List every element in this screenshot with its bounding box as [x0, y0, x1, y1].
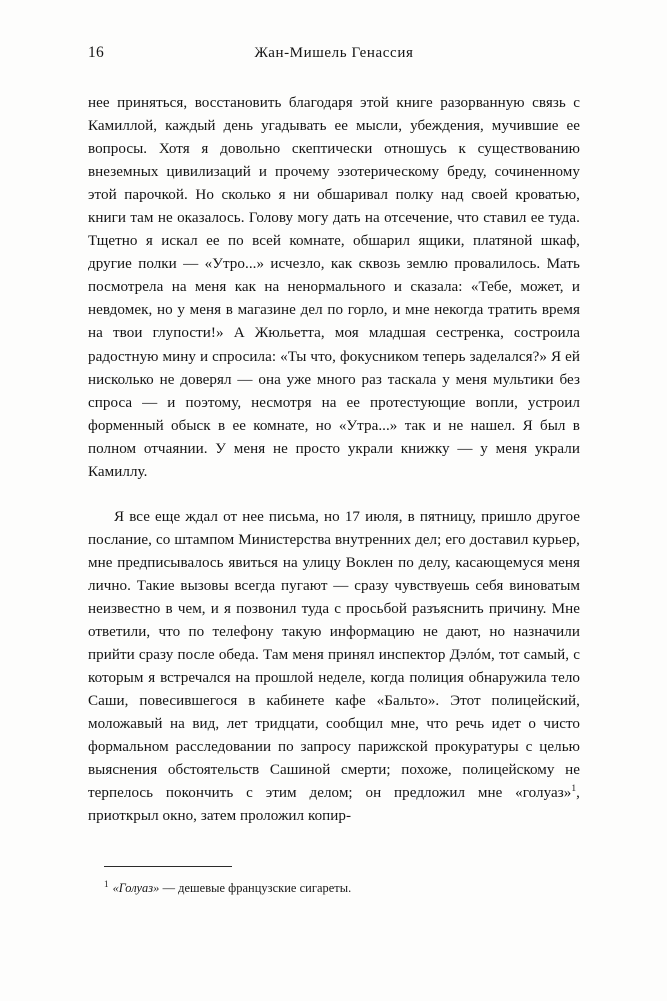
paragraph-2	[88, 506, 580, 829]
running-title: Жан-Мишель Генассия	[254, 45, 414, 61]
paragraph-1: нее приняться, восстановить благодаря этой книге разорванную связь с Камиллой, каждый день угадывать ее мысли, убеждения, мучившие ее вопросы. Хотя я довольно скептически отношусь к существованию внеземных цивилизаций и прочему эзотерическому бреду, сочиненному этой парочкой. Но сколько я ни обшаривал полку над своей кроватью, книги там не оказалось. Голову могу дать на отсечение, что ставил ее туда. Тщетно я искал ее по всей комнате, обшарил ящики, платяной шкаф, другие полки — «Утро...» исчезло, как сквозь землю провалилось. Мать посмотрела на меня как на ненормального и сказала: «Тебе, может, и невдомек, но у меня в магазине дел по горло, и мне некогда тратить время на твои глупости!» А Жюльетта, моя младшая сестренка, состроила радостную мину и спросила: «Ты что, фокусником теперь заделался?» Я ей нисколько не доверял — она уже много раз таскала у меня мультики без спроса — и поэтому, несмотря на ее протестующие вопли, устроил форменный обыск в ее комнате, но «Утра...» так и не нашел. Я был в полном отчаянии. У меня не просто украли книжку — у меня украли Камиллу.	[88, 95, 580, 480]
footnote-area	[88, 866, 580, 896]
page-number: 16	[88, 44, 105, 61]
body-text	[88, 92, 580, 828]
page-header	[88, 44, 580, 66]
footnote-term: «Голуаз»	[112, 881, 160, 896]
footnote-text: — дешевые французские сигареты.	[159, 881, 352, 896]
footnote-reference[interactable]: 1	[571, 784, 577, 795]
footnote-divider	[104, 866, 232, 867]
footnote-1	[88, 876, 580, 896]
paragraph-2-tail: , приоткрыл окно, затем проложил копир-	[88, 785, 580, 825]
paragraph-2-main: Я все еще ждал от нее письма, но 17 июля, в пятницу, пришло другое послание, со штампом Министерства внутренних дел; его доставил курьер, мне предписывалось явиться на улицу Воклен по делу, касающемуся меня лично. Такие вызовы всегда пугают — сразу чувствуешь себя виноватым неизвестно в чем, и я позвонил туда с просьбой разъяснить причину. Мне ответили, что по телефону такую информацию не дают, но назначили прийти сразу после обеда. Там меня принял инспектор Дэлóм, тот самый, с которым я встречался на прошлой неделе, когда полиция обнаружила тело Саши, повесившегося в кабинете кафе «Бальто». Этот полицейский, моложавый на вид, лет тридцати, сообщил мне, что речь идет о чисто формальном расследовании по запросу парижской прокуратуры с целью выяснения обстоятельств Сашиной смерти; похоже, полицейскому не терпелось покончить с этим делом; он предложил мне «голуаз»	[88, 508, 580, 802]
footnote-marker: 1	[104, 879, 109, 889]
